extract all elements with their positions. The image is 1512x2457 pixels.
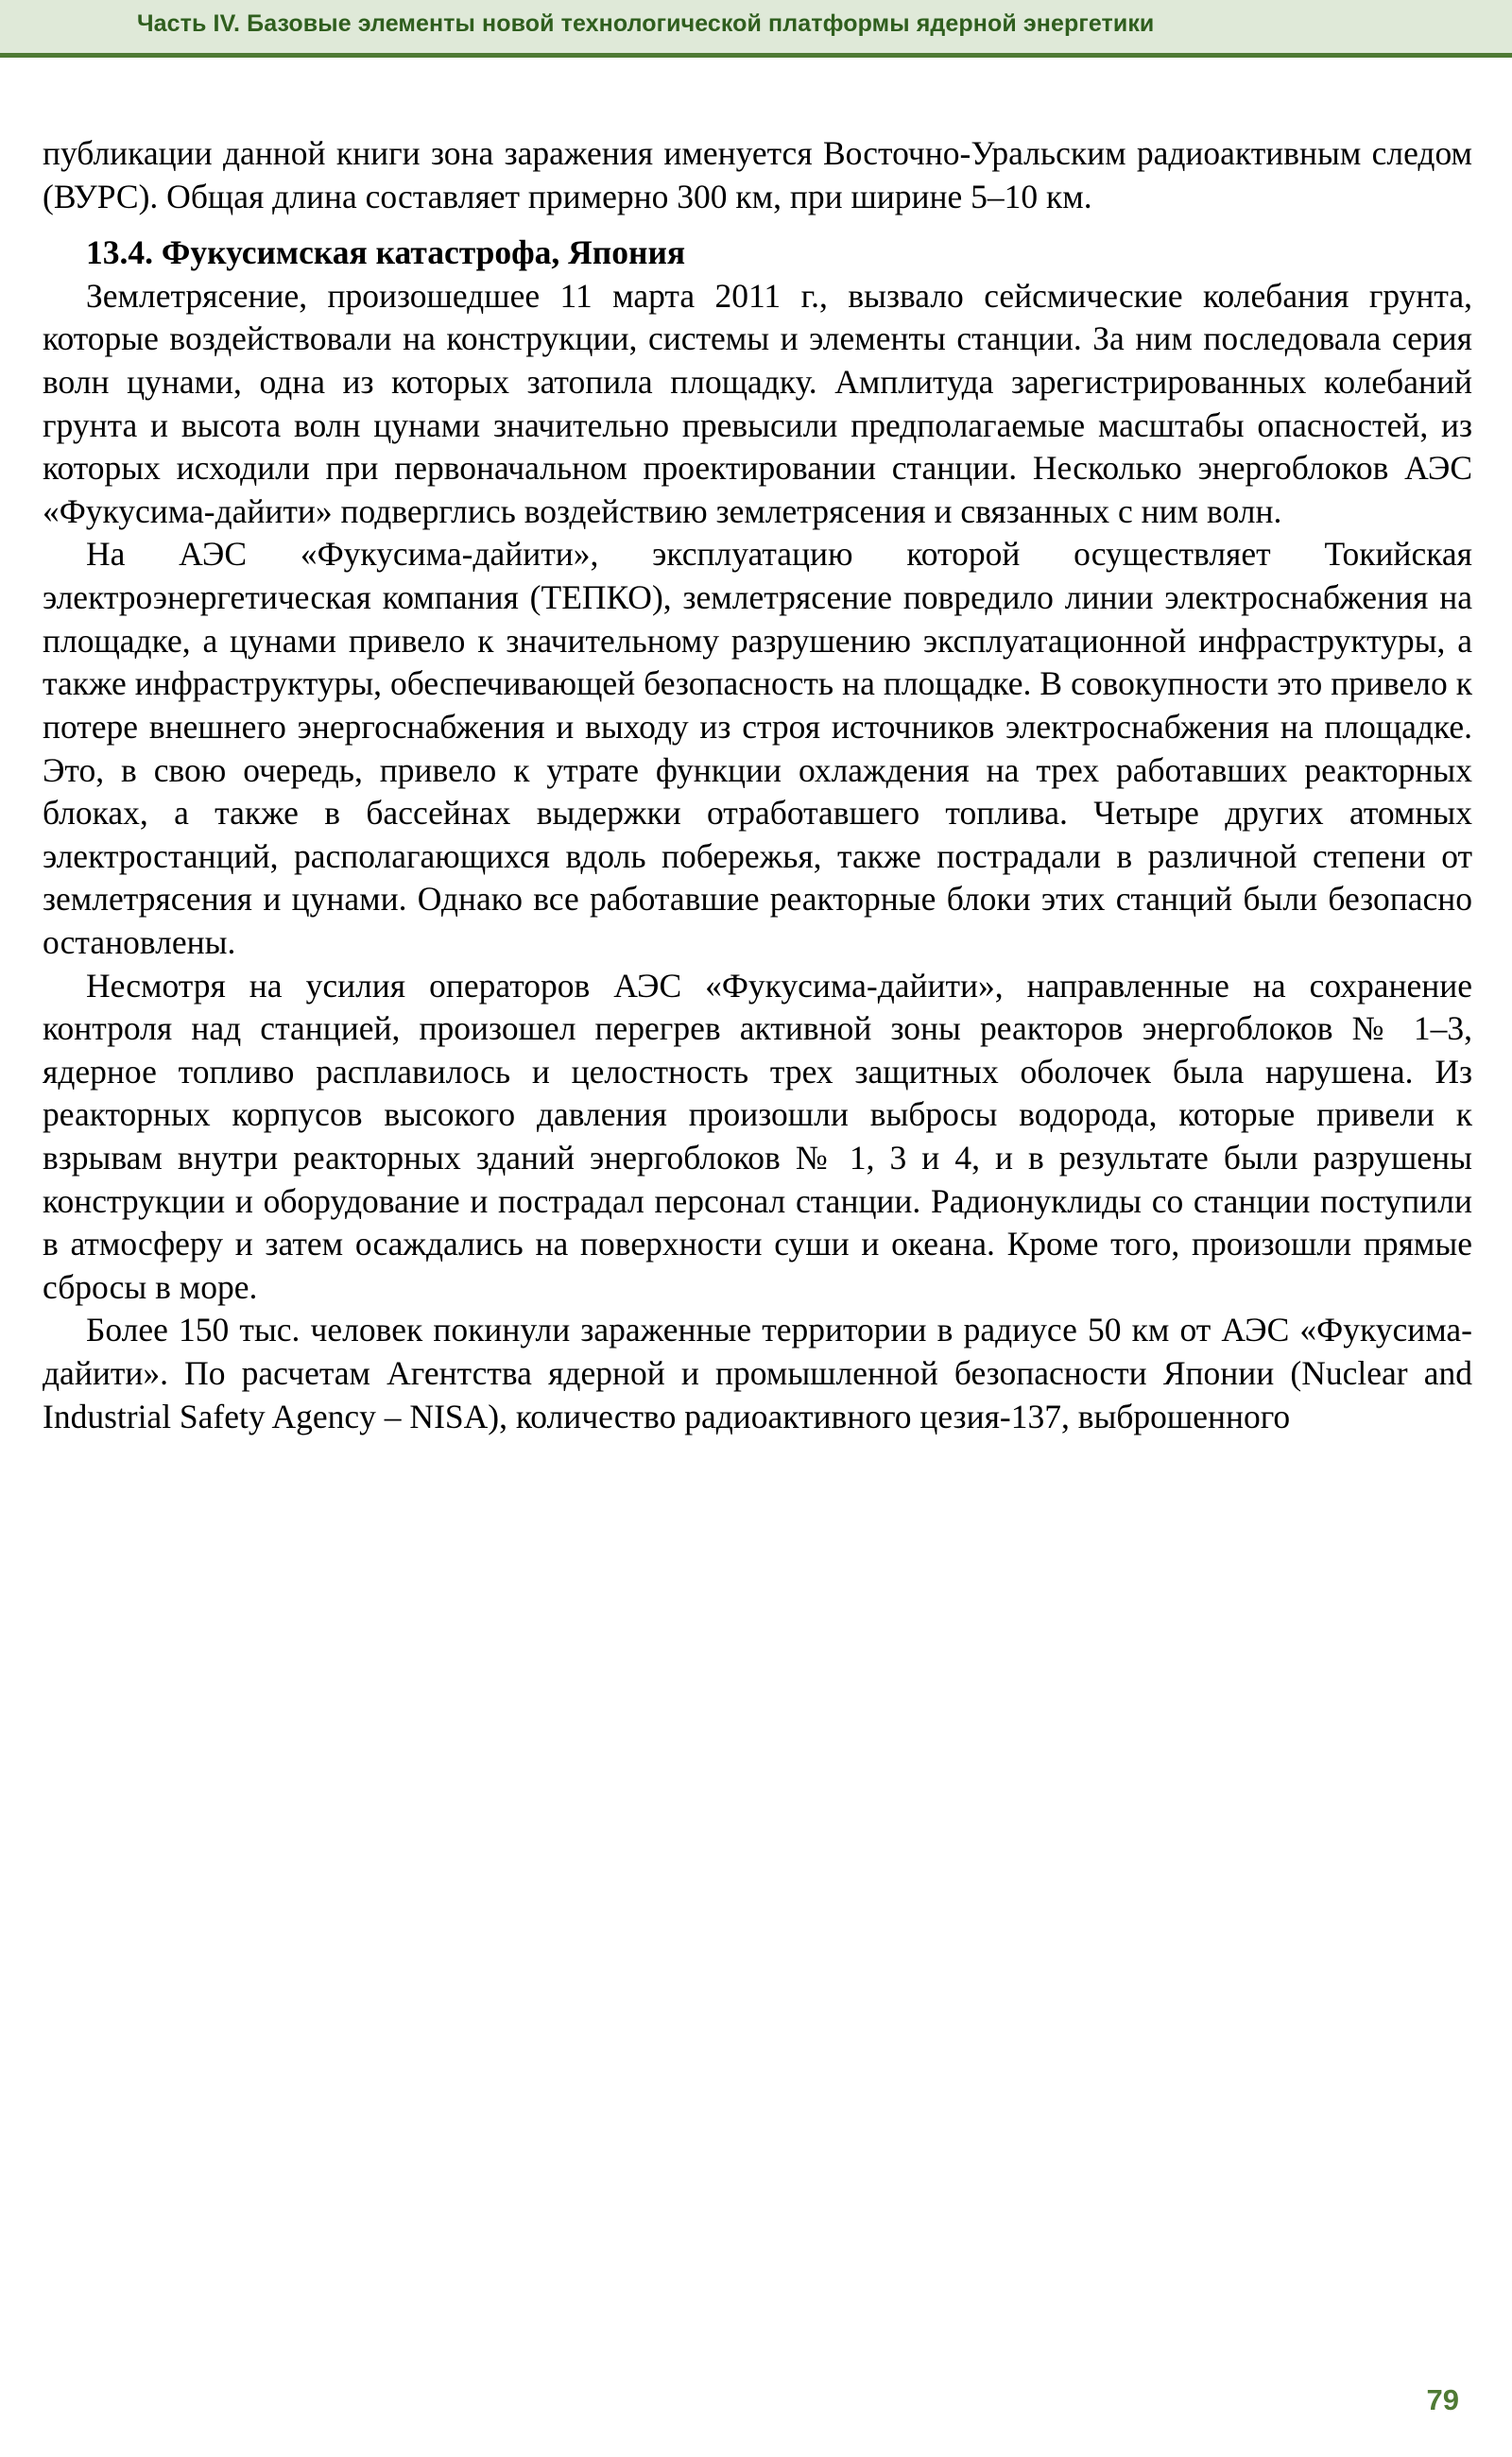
paragraph-4: Более 150 тыс. человек покинули зараженные территории в радиусе 50 км от АЭС «Фукусима-дайити». По расчетам Агентства ядерной и промышленной безопасности Японии (Nuclear and Industrial Safety Agency – NISA), количество радиоактивного цезия-137, выброшенного: [43, 1311, 1472, 1435]
paragraph-continued: публикации данной книги зона заражения именуется Восточно-Уральским радиоактивным следом (ВУРС). Общая длина составляет примерно 300 км, при ширине 5–10 км.: [43, 134, 1472, 215]
header-divider-rule: [0, 53, 1512, 58]
body-text-column: [43, 132, 1472, 1438]
paragraph-1: Землетрясение, произошедшее 11 марта 2011 г., вызвало сейсмические колебания грунта, которые воздействовали на конструкции, системы и элементы станции. За ним последовала серия волн цунами, одна из которых затопила площадку. Амплитуда зарегистрированных колебаний грунта и высота волн цунами значительно превысили предполагаемые масштабы опасностей, из которых исходили при первоначальном проектировании станции. Несколько энергоблоков АЭС «Фукусима-дайити» подверглись воздействию землетрясения и связанных с ним волн.: [43, 276, 1472, 530]
running-header-title: Часть IV. Базовые элементы новой технологической платформы ядерной энергетики: [137, 10, 1155, 37]
section-number: 13.4.: [86, 233, 153, 272]
section-title: Фукусимская катастрофа, Япония: [161, 233, 686, 272]
section-heading: [43, 232, 1472, 275]
paragraph-3: Несмотря на усилия операторов АЭС «Фукусима-дайити», направленные на сохранение контроля над станцией, произошел перегрев активной зоны реакторов энергоблоков № 1–3, ядерное топливо расплавилось и целостность трех защитных оболочек была нарушена. Из реакторных корпусов высокого давления произошли выбросы водорода, которые привели к взрывам внутри реакторных зданий энергоблоков № 1, 3 и 4, и в результате были разрушены конструкции и оборудование и пострадал персонал станции. Радионуклиды со станции поступили в атмосферу и затем осаждались на поверхности суши и океана. Кроме того, произошли прямые сбросы в море.: [43, 966, 1472, 1306]
paragraph-2: На АЭС «Фукусима-дайити», эксплуатацию которой осуществляет Токийская электроэнергетическая компания (ТЕПКО), землетрясение повредило линии электроснабжения на площадке, а цунами привело к значительному разрушению эксплуатационной инфраструктуры, а также инфраструктуры, обеспечивающей безопасность на площадке. В совокупности это привело к потере внешнего энергоснабжения и выходу из строя источников электроснабжения на площадке. Это, в свою очередь, привело к утрате функции охлаждения на трех работавших реакторных блоках, а также в бассейнах выдержки отработавшего топлива. Четыре других атомных электростанций, располагающихся вдоль побережья, также пострадали в различной степени от землетрясения и цунами. Однако все работавшие реакторные блоки этих станций были безопасно остановлены.: [43, 535, 1472, 961]
page-number: 79: [1426, 2383, 1459, 2416]
